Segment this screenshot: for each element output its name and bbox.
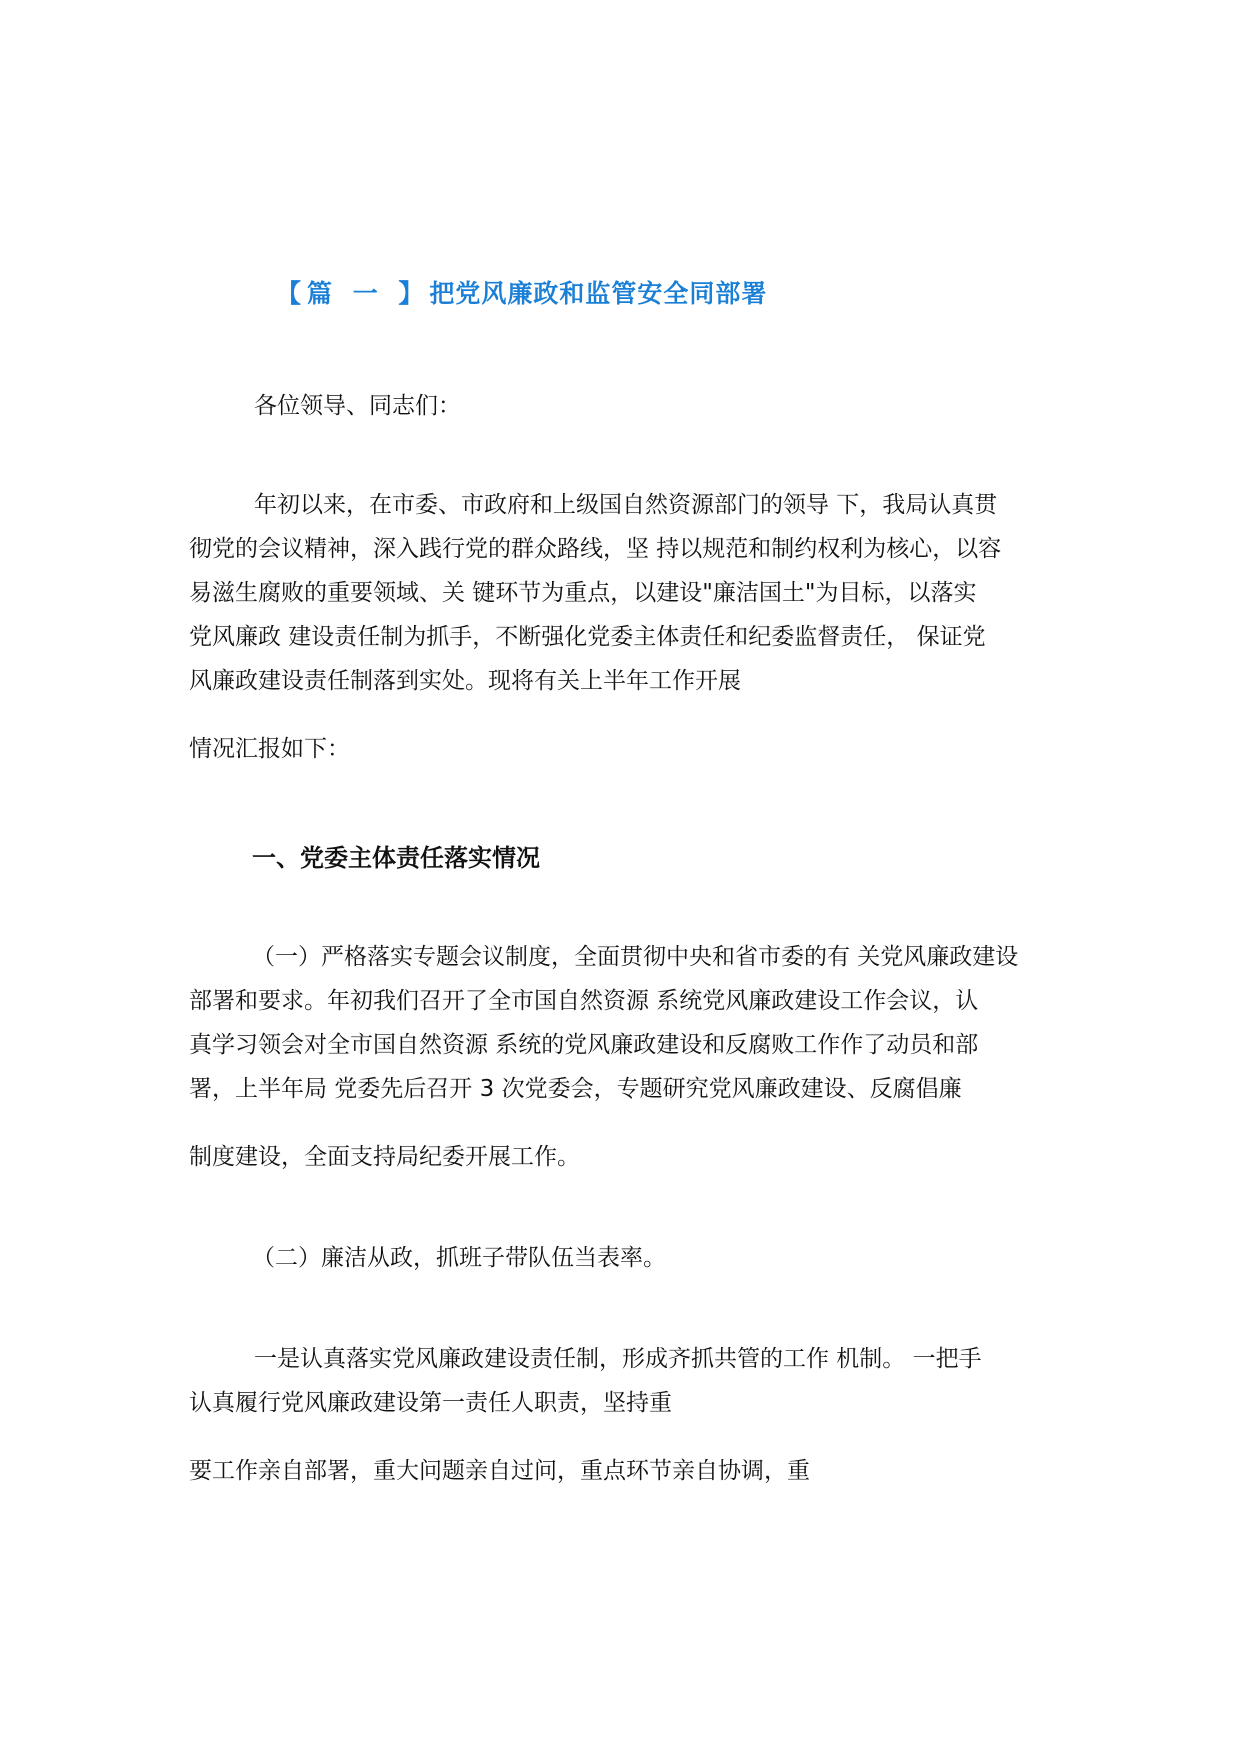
paragraph-line: 易滋生腐败的重要领域、关 键环节为重点，以建设"廉洁国土"为目标，以落实 (189, 580, 977, 606)
paragraph-line: 风廉政建设责任制落到实处。现将有关上半年工作开展 (189, 668, 741, 694)
title-prefix: 【篇 一 】 (276, 279, 430, 308)
paragraph-line: 要工作亲自部署，重大问题亲自过问，重点环节亲自协调，重 (189, 1458, 810, 1484)
document-title (276, 274, 767, 310)
paragraph-line: 真学习领会对全市国自然资源 系统的党风廉政建设和反腐败工作作了动员和部 (189, 1032, 979, 1058)
paragraph-line: 认真履行党风廉政建设第一责任人职责，坚持重 (189, 1390, 672, 1416)
paragraph-line: 制度建设，全面支持局纪委开展工作。 (189, 1144, 580, 1170)
paragraph-line: 一是认真落实党风廉政建设责任制，形成齐抓共管的工作 机制。 一把手 (254, 1346, 982, 1372)
title-main: 把党风廉政和监管安全同部署 (429, 279, 768, 308)
paragraph-line: 署，上半年局 党委先后召开 3 次党委会，专题研究党风廉政建设、反腐倡廉 (189, 1076, 962, 1102)
section-heading: 一、党委主体责任落实情况 (252, 844, 540, 872)
paragraph-line: 党风廉政 建设责任制为抓手，不断强化党委主体责任和纪委监督责任， 保证党 (189, 624, 986, 650)
paragraph-line: 情况汇报如下： (189, 736, 350, 762)
paragraph-line: 彻党的会议精神，深入践行党的群众路线，坚 持以规范和制约权利为核心，以容 (189, 536, 1002, 562)
paragraph-line: 年初以来，在市委、市政府和上级国自然资源部门的领导 下，我局认真贯 (254, 492, 998, 518)
paragraph-line: 部署和要求。年初我们召开了全市国自然资源 系统党风廉政建设工作会议，认 (189, 988, 979, 1014)
paragraph-3: （二）廉洁从政，抓班子带队伍当表率。 (252, 1245, 666, 1271)
salutation: 各位领导、同志们： (254, 393, 461, 419)
paragraph-line: （一）严格落实专题会议制度，全面贯彻中央和省市委的有 关党风廉政建设 (252, 944, 1019, 970)
